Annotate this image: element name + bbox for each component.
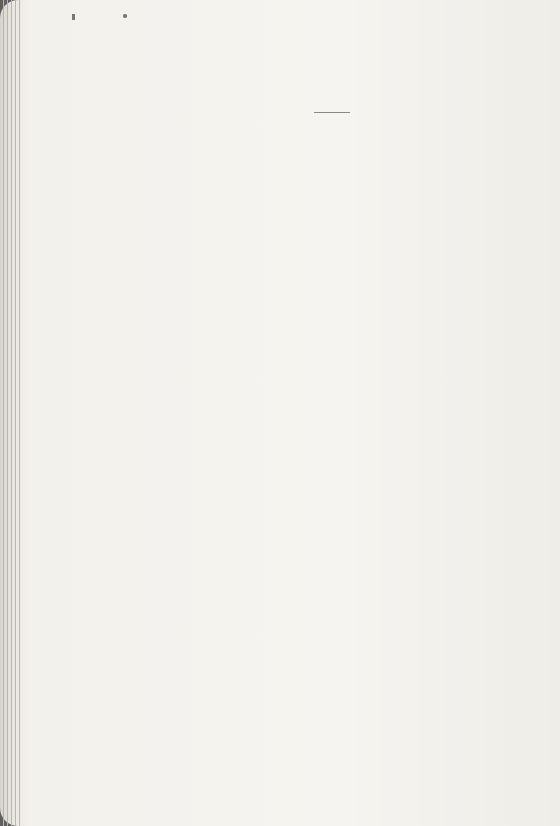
page-edge-shadow	[0, 0, 26, 826]
race-date	[186, 196, 516, 215]
section-divider	[314, 112, 350, 113]
page-header	[186, 66, 516, 90]
club-heading	[186, 155, 516, 177]
print-speck	[123, 14, 127, 18]
race-title	[186, 177, 516, 196]
page-content	[186, 66, 516, 215]
print-speck	[72, 14, 75, 20]
day-heading	[186, 133, 516, 155]
